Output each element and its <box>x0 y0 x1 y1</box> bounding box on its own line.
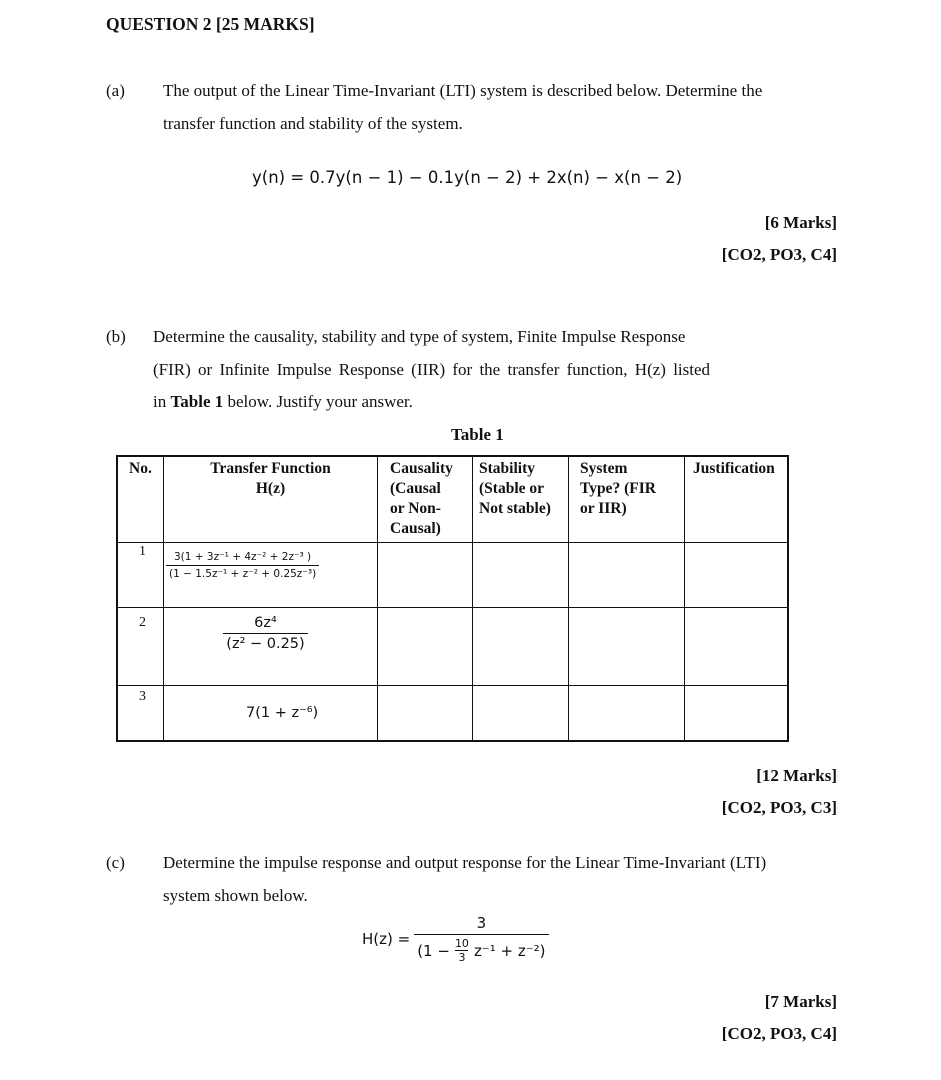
header-stability-cell <box>473 456 569 542</box>
row2-type-cell[interactable] <box>569 607 685 685</box>
hz-den-open: (1 − <box>417 941 450 960</box>
part-b-label: (b) <box>106 327 126 346</box>
header-tf-line1: Transfer Function <box>210 460 331 477</box>
header-justification: Justification <box>693 460 775 477</box>
row1-causality-cell[interactable] <box>378 542 473 607</box>
header-causality <box>378 457 472 539</box>
part-b-co: [CO2, PO3, C3] <box>721 798 837 817</box>
part-c-label: (c) <box>106 853 125 872</box>
row3-no-cell <box>117 685 164 741</box>
part-c-text-line1: Determine the impulse response and output response for the Linear Time-Invariant (LTI) <box>163 853 767 872</box>
row1-tf-cell <box>164 542 378 607</box>
table-header-row <box>117 456 788 542</box>
row1-transfer-function <box>164 543 377 580</box>
header-type-line1: System <box>580 460 628 477</box>
part-c-marks: [7 Marks] <box>764 992 837 1011</box>
table-row <box>117 607 788 685</box>
row2-causality-cell[interactable] <box>378 607 473 685</box>
header-transfer-function <box>164 457 377 499</box>
hz-numerator: 3 <box>476 914 487 932</box>
part-a-text-line2: transfer function and stability of the system. <box>163 114 463 133</box>
header-stability-line2: (Stable or <box>479 480 545 497</box>
part-a-text-line1: The output of the Linear Time-Invariant (LTI) system is described below. Determine the <box>163 81 763 100</box>
header-no-cell <box>117 456 164 542</box>
row3-no: 3 <box>139 688 146 704</box>
part-c-co: [CO2, PO3, C4] <box>721 1024 837 1043</box>
header-stability-line1: Stability <box>479 460 535 477</box>
row2-no: 2 <box>139 614 146 630</box>
row2-justification-cell[interactable] <box>685 607 789 685</box>
row1-stability-cell[interactable] <box>473 542 569 607</box>
part-b-text-line2: (FIR) or Infinite Impulse Response (IIR) for the transfer function, H(z) listed <box>153 360 711 379</box>
part-b-text-line3 <box>153 392 413 412</box>
header-causality-line4: Causal) <box>390 520 441 537</box>
question-title: QUESTION 2 [25 MARKS] <box>106 14 315 34</box>
header-justification-cell <box>685 456 789 542</box>
header-type-line2: Type? (FIR <box>580 480 656 497</box>
table-row <box>117 685 788 741</box>
header-causality-line2: (Causal <box>390 480 441 497</box>
transfer-function-hz <box>362 914 549 964</box>
hz-inner-numerator: 10 <box>454 937 469 950</box>
hz-denominator <box>414 934 548 964</box>
hz-lhs: H(z) = <box>362 930 411 948</box>
row3-type-cell[interactable] <box>569 685 685 741</box>
row1-type-cell[interactable] <box>569 542 685 607</box>
header-stability-line3: Not stable) <box>479 500 551 517</box>
hz-inner-denominator: 3 <box>455 950 468 964</box>
row1-numerator: 3(1 + 3z⁻¹ + 4z⁻² + 2z⁻³ ) <box>174 550 312 563</box>
row3-causality-cell[interactable] <box>378 685 473 741</box>
part-b-text-line3-post: below. Justify your answer. <box>227 392 413 411</box>
table-reference: Table 1 <box>170 392 224 411</box>
part-a-co: [CO2, PO3, C4] <box>721 245 837 264</box>
transfer-function-table <box>116 455 789 742</box>
row2-denominator: (z² − 0.25) <box>223 633 307 652</box>
row2-no-cell <box>117 607 164 685</box>
header-tf-cell <box>164 456 378 542</box>
header-type-cell <box>569 456 685 542</box>
part-b-text-line1: Determine the causality, stability and type of system, Finite Impulse Response <box>153 327 686 346</box>
header-stability <box>473 457 568 519</box>
row2-stability-cell[interactable] <box>473 607 569 685</box>
header-system-type <box>569 457 684 519</box>
header-type-line3: or IIR) <box>580 500 627 517</box>
part-b-marks: [12 Marks] <box>756 766 837 785</box>
row3-justification-cell[interactable] <box>685 685 789 741</box>
row3-transfer-function: 7(1 + z⁻⁶) <box>246 704 319 721</box>
difference-equation: y(n) = 0.7y(n − 1) − 0.1y(n − 2) + 2x(n) − x(n − 2) <box>252 168 683 187</box>
part-b-text-line3-pre: in <box>153 392 167 411</box>
hz-den-rest: z⁻¹ + z⁻²) <box>473 941 546 960</box>
part-c-text-line2: system shown below. <box>163 886 308 905</box>
row2-numerator: 6z⁴ <box>254 614 277 631</box>
row1-no: 1 <box>139 543 146 559</box>
row2-tf-cell <box>164 607 378 685</box>
part-a-marks: [6 Marks] <box>764 213 837 232</box>
table-row <box>117 542 788 607</box>
row3-tf-cell <box>164 685 378 741</box>
row3-stability-cell[interactable] <box>473 685 569 741</box>
row1-denominator: (1 − 1.5z⁻¹ + z⁻² + 0.25z⁻³) <box>166 565 319 580</box>
header-tf-line2: H(z) <box>255 480 286 497</box>
row1-no-cell <box>117 542 164 607</box>
row2-transfer-function <box>164 608 377 652</box>
header-causality-line3: or Non- <box>390 500 441 517</box>
header-causality-cell <box>378 456 473 542</box>
part-a-label: (a) <box>106 81 125 100</box>
row1-justification-cell[interactable] <box>685 542 789 607</box>
table-caption: Table 1 <box>451 425 504 444</box>
header-no: No. <box>129 460 152 477</box>
header-causality-line1: Causality <box>390 460 453 477</box>
